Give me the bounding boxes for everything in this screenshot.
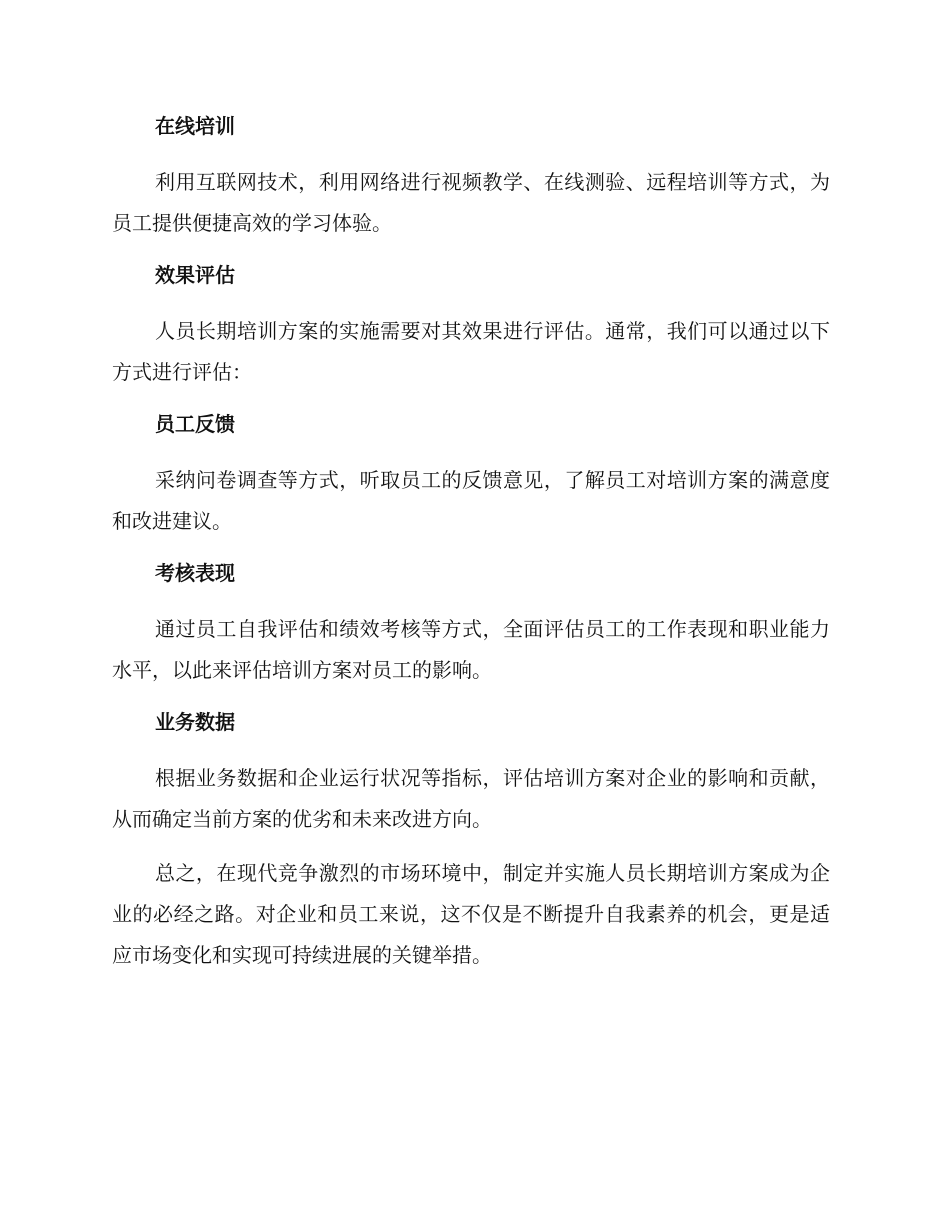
section-heading-effect-evaluation: 效果评估 bbox=[155, 263, 235, 287]
conclusion-paragraph: 总之，在现代竞争激烈的市场环境中，制定并实施人员长期培训方案成为企业的必经之路。对企业和员工来说，这不仅是不断提升自我素养的机会，更是适应市场变化和实现可持续进展的关键举措。 bbox=[112, 861, 830, 967]
section-heading-performance-review: 考核表现 bbox=[155, 561, 235, 585]
section-heading-online-training: 在线培训 bbox=[155, 114, 235, 138]
section-paragraph-employee-feedback: 采纳问卷调查等方式，听取员工的反馈意见，了解员工对培训方案的满意度和改进建议。 bbox=[112, 468, 830, 533]
document-body bbox=[112, 108, 830, 989]
section-heading-employee-feedback: 员工反馈 bbox=[155, 412, 235, 436]
section-paragraph-online-training: 利用互联网技术，利用网络进行视频教学、在线测验、远程培训等方式，为员工提供便捷高效的学习体验。 bbox=[112, 170, 830, 235]
section-heading-business-data: 业务数据 bbox=[155, 710, 235, 734]
section-paragraph-effect-evaluation: 人员长期培训方案的实施需要对其效果进行评估。通常，我们可以通过以下方式进行评估： bbox=[112, 319, 830, 384]
section-paragraph-performance-review: 通过员工自我评估和绩效考核等方式，全面评估员工的工作表现和职业能力水平，以此来评估培训方案对员工的影响。 bbox=[112, 617, 830, 682]
section-paragraph-business-data: 根据业务数据和企业运行状况等指标，评估培训方案对企业的影响和贡献，从而确定当前方案的优劣和未来改进方向。 bbox=[112, 766, 830, 831]
